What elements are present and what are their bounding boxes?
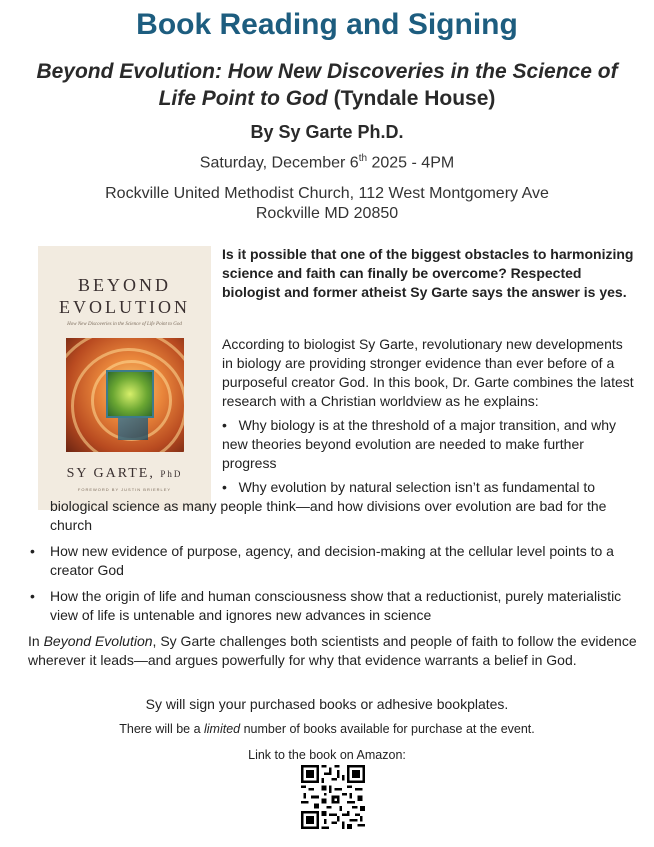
date-sup: th [358, 153, 368, 164]
bullet-4 [30, 587, 640, 625]
publisher: (Tyndale House) [333, 87, 496, 110]
date-prefix: Saturday, December 6 [199, 154, 359, 172]
cover-title-line2: EVOLUTION [59, 297, 190, 317]
venue-line2: Rockville MD 20850 [255, 205, 399, 222]
limited-italic: limited [204, 722, 241, 736]
closing-prefix: In [28, 633, 44, 649]
bullet-dot: • [30, 543, 35, 559]
date-suffix: 2025 - 4PM [367, 154, 455, 172]
cover-author-suffix: PhD [160, 469, 183, 479]
cover-author-name: SY GARTE, [66, 466, 155, 481]
book-title [20, 58, 634, 112]
amazon-link-label: Link to the book on Amazon: [248, 748, 406, 762]
bullet-3-text: How new evidence of purpose, agency, and decision-making at the cellular level points to a creator God [50, 543, 614, 578]
bullet-dot: • [30, 588, 35, 604]
limited-note [0, 722, 654, 736]
page-title: Book Reading and Signing [136, 8, 518, 41]
bullet-dot: • [222, 417, 227, 433]
bullet-1-text: Why biology is at the threshold of a major transition, and why new theories beyond evolution are needed to make further progress [222, 417, 616, 471]
closing-book-title: Beyond Evolution [43, 633, 153, 649]
intro-text: Is it possible that one of the biggest obstacles to harmonizing science and faith can finally be overcome? Respected biologist and former atheist Sy Garte says the answer is yes. [222, 246, 634, 300]
bullet-2-text: Why evolution by natural selection isn’t as fundamental to biological science as many people think—and how divisions over evolution are bad for the church [50, 479, 607, 533]
author-line: By Sy Garte Ph.D. [250, 122, 404, 142]
cover-artwork [66, 338, 184, 452]
bullet-dot: • [222, 479, 227, 495]
bullet-1 [222, 416, 636, 473]
venue-line1: Rockville United Methodist Church, 112 West Montgomery Ave [105, 185, 549, 202]
venue [0, 184, 654, 224]
limited-suffix: number of books available for purchase at the event. [240, 722, 535, 736]
bullet-3 [30, 542, 640, 580]
closing-rest: , Sy Garte challenges both scientists and people of faith to follow the evidence wherever it leads—and argues powerfully for why that evidence warrants a belief in God. [28, 633, 637, 668]
cover-title [38, 274, 211, 318]
bullet-list [30, 542, 640, 632]
cover-foreword: FOREWORD BY JUSTIN BRIERLEY [77, 487, 172, 492]
closing-paragraph [28, 632, 638, 670]
book-title-italic: Beyond Evolution: How New Discoveries in the Science of Life Point to God [36, 60, 618, 110]
bullet-4-text: How the origin of life and human consciousness show that a reductionist, purely materialistic view of life is untenable and ignores new advances in science [50, 588, 622, 623]
cover-subtitle: How New Discoveries in the Science of Life Point to God [67, 322, 182, 327]
qr-code[interactable] [301, 765, 365, 829]
bullet-2 [50, 478, 640, 535]
limited-prefix: There will be a [119, 722, 204, 736]
description-paragraph: According to biologist Sy Garte, revolutionary new developments in biology are providing stronger evidence than ever before of a purposeful creator God. In this book, Dr. Garte combines the latest research with a Christian worldview as he explains: [222, 336, 634, 409]
book-cover-image [38, 246, 211, 510]
event-date [0, 153, 654, 172]
signing-note: Sy will sign your purchased books or adhesive bookplates. [145, 696, 509, 712]
cover-title-line1: BEYOND [78, 275, 171, 295]
